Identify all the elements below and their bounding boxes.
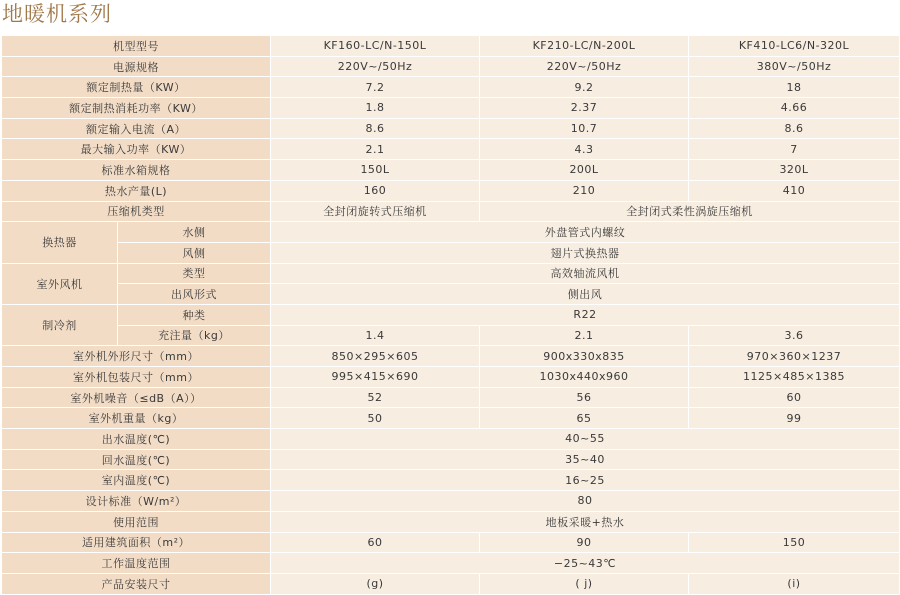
table-row — [2, 139, 900, 160]
table-row — [2, 56, 900, 77]
cell: 高效轴流风机 — [271, 263, 900, 284]
cell: 970×360×1237 — [689, 346, 900, 367]
row-label: 室外机包装尺寸（mm） — [2, 367, 271, 388]
row-label: 类型 — [118, 263, 271, 284]
row-label: 种类 — [118, 304, 271, 325]
table-row — [2, 532, 900, 553]
row-label: 机型型号 — [2, 36, 271, 57]
table-row — [2, 36, 900, 57]
cell: 16~25 — [271, 470, 900, 491]
row-label: 回水温度(℃) — [2, 449, 271, 470]
row-label: 室外机噪音（≤dB（A）） — [2, 387, 271, 408]
cell: 80 — [271, 491, 900, 512]
cell: (i) — [689, 573, 900, 594]
cell: 150L — [271, 160, 480, 181]
table-row — [2, 429, 900, 450]
cell: 8.6 — [271, 118, 480, 139]
cell: 2.1 — [271, 139, 480, 160]
cell: 1125×485×1385 — [689, 367, 900, 388]
table-row — [2, 491, 900, 512]
cell: 60 — [689, 387, 900, 408]
cell: 7.2 — [271, 77, 480, 98]
spec-table — [1, 35, 900, 595]
row-label: 出风形式 — [118, 284, 271, 305]
page-title: 地暖机系列 — [2, 2, 112, 26]
table-row — [2, 242, 900, 263]
cell: 18 — [689, 77, 900, 98]
table-row — [2, 77, 900, 98]
row-label: 出水温度(℃) — [2, 429, 271, 450]
cell: 1.8 — [271, 98, 480, 119]
cell: 320L — [689, 160, 900, 181]
cell: 65 — [480, 408, 689, 429]
table-row — [2, 573, 900, 594]
cell: 380V~/50Hz — [689, 56, 900, 77]
table-row — [2, 553, 900, 574]
row-label: 水侧 — [118, 222, 271, 243]
row-label: 室内温度(℃) — [2, 470, 271, 491]
table-row — [2, 98, 900, 119]
cell: 全封闭式柔性涡旋压缩机 — [480, 201, 900, 222]
cell: −25~43℃ — [271, 553, 900, 574]
row-label: 室外机外形尺寸（mm） — [2, 346, 271, 367]
cell: 60 — [271, 532, 480, 553]
cell: 160 — [271, 180, 480, 201]
table-row — [2, 449, 900, 470]
row-label: 热水产量(L) — [2, 180, 271, 201]
cell: 900x330x835 — [480, 346, 689, 367]
group-label: 室外风机 — [2, 263, 118, 304]
cell: 1.4 — [271, 325, 480, 346]
cell: 90 — [480, 532, 689, 553]
cell: 2.1 — [480, 325, 689, 346]
cell: (g) — [271, 573, 480, 594]
cell: 8.6 — [689, 118, 900, 139]
cell: 200L — [480, 160, 689, 181]
row-label: 电源规格 — [2, 56, 271, 77]
table-row — [2, 346, 900, 367]
table-row — [2, 511, 900, 532]
cell: 150 — [689, 532, 900, 553]
row-label: 最大输入功率（KW） — [2, 139, 271, 160]
row-label: 工作温度范围 — [2, 553, 271, 574]
cell: 外盘管式内螺纹 — [271, 222, 900, 243]
cell: 侧出风 — [271, 284, 900, 305]
group-label: 制冷剂 — [2, 304, 118, 345]
cell: 全封闭旋转式压缩机 — [271, 201, 480, 222]
cell: 2.37 — [480, 98, 689, 119]
cell: 9.2 — [480, 77, 689, 98]
cell: KF410-LC6/N-320L — [689, 36, 900, 57]
cell: 220V~/50Hz — [480, 56, 689, 77]
row-label: 额定输入电流（A） — [2, 118, 271, 139]
cell: 50 — [271, 408, 480, 429]
cell: 4.66 — [689, 98, 900, 119]
cell: 10.7 — [480, 118, 689, 139]
table-row — [2, 470, 900, 491]
cell: 7 — [689, 139, 900, 160]
cell: 翅片式换热器 — [271, 242, 900, 263]
table-row — [2, 118, 900, 139]
cell: 52 — [271, 387, 480, 408]
cell: KF160-LC/N-150L — [271, 36, 480, 57]
table-row — [2, 284, 900, 305]
cell: 56 — [480, 387, 689, 408]
table-row — [2, 367, 900, 388]
table-row — [2, 201, 900, 222]
cell: 1030x440x960 — [480, 367, 689, 388]
table-row — [2, 222, 900, 243]
cell: 3.6 — [689, 325, 900, 346]
group-label: 换热器 — [2, 222, 118, 263]
row-label: 产品安装尺寸 — [2, 573, 271, 594]
cell: 210 — [480, 180, 689, 201]
cell: 地板采暖+热水 — [271, 511, 900, 532]
table-row — [2, 387, 900, 408]
cell: 4.3 — [480, 139, 689, 160]
cell: ( j) — [480, 573, 689, 594]
row-label: 额定制热消耗功率（KW） — [2, 98, 271, 119]
cell: R22 — [271, 304, 900, 325]
table-row — [2, 408, 900, 429]
cell: KF210-LC/N-200L — [480, 36, 689, 57]
row-label: 风侧 — [118, 242, 271, 263]
row-label: 使用范围 — [2, 511, 271, 532]
row-label: 标准水箱规格 — [2, 160, 271, 181]
table-row — [2, 180, 900, 201]
cell: 220V~/50Hz — [271, 56, 480, 77]
cell: 850×295×605 — [271, 346, 480, 367]
cell: 410 — [689, 180, 900, 201]
row-label: 额定制热量（KW） — [2, 77, 271, 98]
cell: 35~40 — [271, 449, 900, 470]
table-row — [2, 160, 900, 181]
row-label: 适用建筑面积（m²） — [2, 532, 271, 553]
cell: 40~55 — [271, 429, 900, 450]
cell: 99 — [689, 408, 900, 429]
row-label: 压缩机类型 — [2, 201, 271, 222]
row-label: 室外机重量（kg） — [2, 408, 271, 429]
table-row — [2, 304, 900, 325]
table-row — [2, 263, 900, 284]
table-row — [2, 325, 900, 346]
row-label: 充注量（kg） — [118, 325, 271, 346]
row-label: 设计标准（W/m²） — [2, 491, 271, 512]
cell: 995×415×690 — [271, 367, 480, 388]
